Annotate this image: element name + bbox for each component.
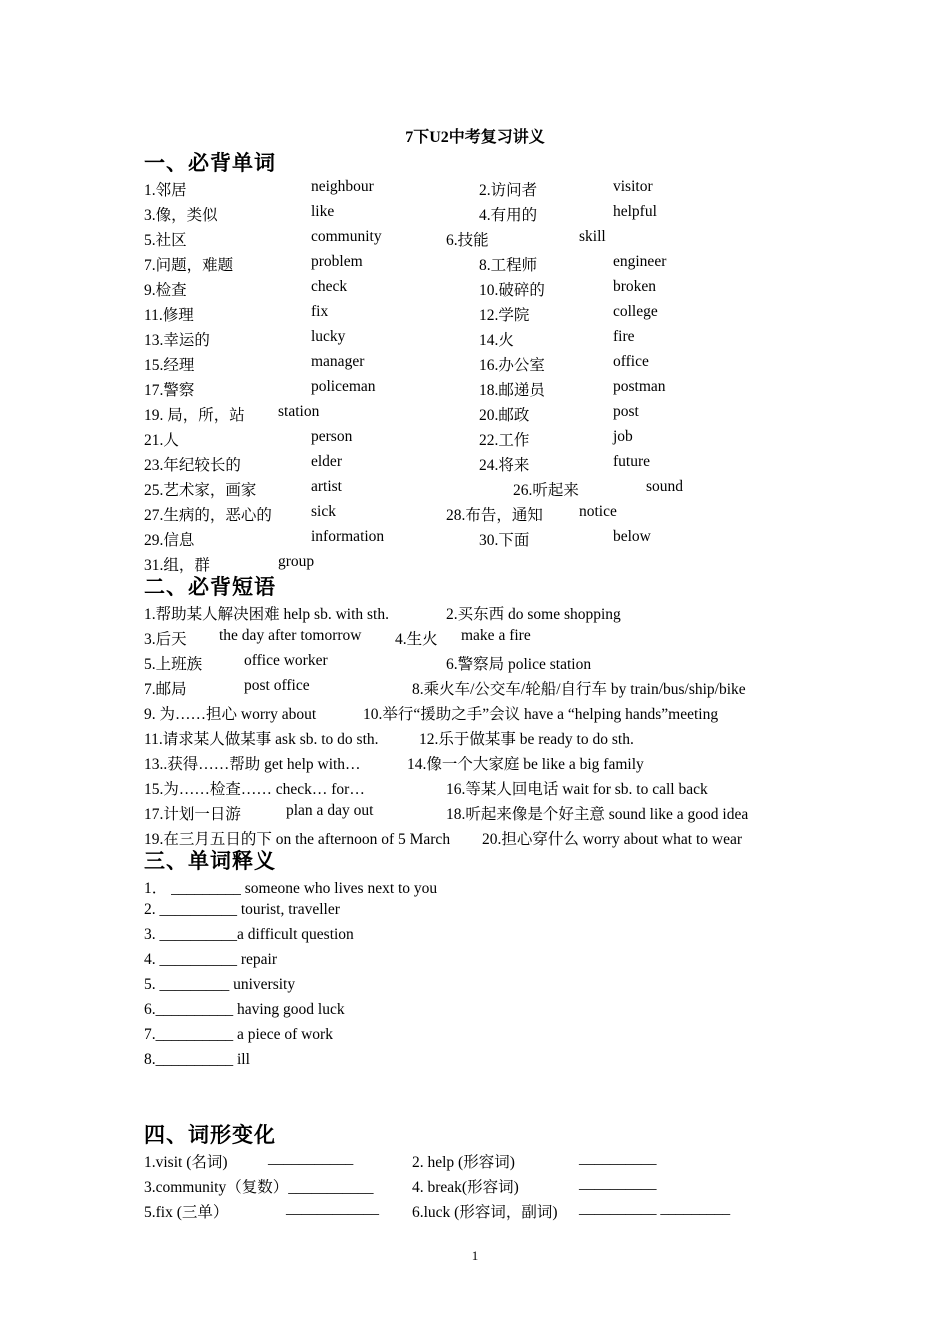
form-blank: __________ (579, 1175, 657, 1192)
word-en: college (613, 303, 658, 320)
phrase: 6.警察局 police station (446, 656, 592, 673)
word-cn: 26.听起来 (513, 482, 579, 499)
form-blank: __________ (579, 1150, 657, 1167)
form-blank: ____________ (286, 1200, 379, 1217)
word-en: like (311, 203, 335, 220)
word-cn: 22.工作 (479, 432, 530, 449)
word-cn: 29.信息 (144, 532, 195, 549)
word-en: community (311, 228, 382, 245)
form-prompt: 2. help (形容词) (412, 1154, 515, 1171)
word-cn: 15.经理 (144, 357, 195, 374)
definition-item: 7.__________ a piece of work (144, 1026, 333, 1043)
word-cn: 27.生病的，恶心的 (144, 507, 272, 524)
word-en: fix (311, 303, 329, 320)
definition-item: 2. __________ tourist, traveller (144, 901, 340, 918)
word-cn: 16.办公室 (479, 357, 545, 374)
phrase: 2.买东西 do some shopping (446, 606, 621, 623)
phrase: 8.乘火车/公交车/轮船/自行车 by train/bus/ship/bike (412, 681, 746, 698)
word-en: information (311, 528, 385, 545)
word-cn: 19. 局，所，站 (144, 407, 245, 424)
word-en: job (613, 428, 633, 445)
word-en: fire (613, 328, 635, 345)
phrase-cn: 17.计划一日游 (144, 806, 241, 823)
phrase: 16.等某人回电话 wait for sb. to call back (446, 781, 708, 798)
word-en: elder (311, 453, 342, 470)
phrase-cn: 3.后天 (144, 631, 187, 648)
section-heading-forms: 四、词形变化 (144, 1123, 276, 1147)
word-en: sound (646, 478, 684, 495)
word-en: helpful (613, 203, 657, 220)
phrase: 14.像一个大家庭 be like a big family (407, 756, 644, 773)
definition-item: 6.__________ having good luck (144, 1001, 345, 1018)
phrase-en: make a fire (461, 627, 531, 644)
word-en: lucky (311, 328, 346, 345)
word-en: problem (311, 253, 363, 270)
word-cn: 28.布告，通知 (446, 507, 543, 524)
word-cn: 11.修理 (144, 307, 194, 324)
word-en: postman (613, 378, 666, 395)
word-en: sick (311, 503, 336, 520)
word-cn: 12.学院 (479, 307, 530, 324)
page-number: 1 (471, 1248, 479, 1263)
form-prompt: 5.fix (三单） (144, 1204, 229, 1221)
word-en: broken (613, 278, 657, 295)
phrase: 1.帮助某人解决困难 help sb. with sth. (144, 606, 389, 623)
word-cn: 21.人 (144, 432, 179, 449)
phrase-en: the day after tomorrow (219, 627, 362, 644)
word-cn: 2.访问者 (479, 182, 538, 199)
word-cn: 7.问题，难题 (144, 257, 234, 274)
word-en: office (613, 353, 649, 370)
word-cn: 10.破碎的 (479, 282, 545, 299)
form-blank: ___________ (268, 1150, 354, 1167)
word-en: future (613, 453, 651, 470)
word-en: check (311, 278, 348, 295)
definition-item: 5. _________ university (144, 976, 296, 993)
definition-item: 8.__________ ill (144, 1051, 250, 1068)
word-cn: 8.工程师 (479, 257, 538, 274)
word-en: notice (579, 503, 617, 520)
form-prompt: 3.community（复数）___________ (144, 1179, 374, 1196)
word-en: visitor (613, 178, 653, 195)
phrase-en: office worker (244, 652, 328, 669)
word-en: below (613, 528, 651, 545)
word-cn: 30.下面 (479, 532, 530, 549)
phrase: 13..获得……帮助 get help with… (144, 756, 361, 773)
form-prompt: 6.luck (形容词，副词) (412, 1204, 558, 1221)
phrase: 18.听起来像是个好主意 sound like a good idea (446, 806, 749, 823)
word-cn: 4.有用的 (479, 207, 538, 224)
word-cn: 9.检查 (144, 282, 187, 299)
word-en: neighbour (311, 178, 374, 195)
form-blank: __________ _________ (579, 1200, 731, 1217)
word-cn: 24.将来 (479, 457, 530, 474)
word-en: artist (311, 478, 342, 495)
form-prompt: 1.visit (名词) (144, 1154, 228, 1171)
definition-item: 4. __________ repair (144, 951, 278, 968)
word-cn: 1.邻居 (144, 182, 187, 199)
phrase-cn: 7.邮局 (144, 681, 187, 698)
definition-item: 1． _________ someone who lives next to you (144, 880, 438, 897)
word-cn: 6.技能 (446, 232, 489, 249)
phrase-en: plan a day out (286, 802, 374, 819)
word-en: engineer (613, 253, 667, 270)
word-en: group (278, 553, 315, 570)
phrase-cn: 5.上班族 (144, 656, 203, 673)
word-cn: 23.年纪较长的 (144, 457, 241, 474)
word-cn: 13.幸运的 (144, 332, 210, 349)
word-en: manager (311, 353, 365, 370)
definition-item: 3. __________a difficult question (144, 926, 354, 943)
phrase-cn: 4.生火 (395, 631, 438, 648)
phrase: 19.在三月五日的下 on the afternoon of 5 March (144, 831, 451, 848)
word-en: person (311, 428, 353, 445)
word-cn: 25.艺术家，画家 (144, 482, 257, 499)
phrase: 11.请求某人做某事 ask sb. to do sth. (144, 731, 379, 748)
word-cn: 18.邮递员 (479, 382, 545, 399)
word-cn: 5.社区 (144, 232, 187, 249)
word-en: post (613, 403, 639, 420)
word-en: policeman (311, 378, 376, 395)
section-heading-phrases: 二、必背短语 (144, 575, 276, 599)
word-cn: 3.像，类似 (144, 207, 218, 224)
phrase: 12.乐于做某事 be ready to do sth. (419, 731, 634, 748)
form-prompt: 4. break(形容词) (412, 1179, 519, 1196)
phrase: 10.举行“援助之手”会议 have a “helping hands”meeting (363, 706, 719, 723)
section-heading-definitions: 三、单词释义 (144, 849, 276, 873)
word-en: station (278, 403, 320, 420)
word-cn: 14.火 (479, 332, 514, 349)
phrase-en: post office (244, 677, 310, 694)
phrase: 9. 为……担心 worry about (144, 706, 317, 723)
word-cn: 31.组，群 (144, 557, 210, 574)
section-heading-words: 一、必背单词 (144, 151, 276, 175)
word-en: skill (579, 228, 606, 245)
word-cn: 17.警察 (144, 382, 195, 399)
page-title: 7下U2中考复习讲义 (405, 129, 545, 146)
phrase: 20.担心穿什么 worry about what to wear (482, 831, 743, 848)
phrase: 15.为……检查…… check… for… (144, 781, 365, 798)
word-cn: 20.邮政 (479, 407, 530, 424)
